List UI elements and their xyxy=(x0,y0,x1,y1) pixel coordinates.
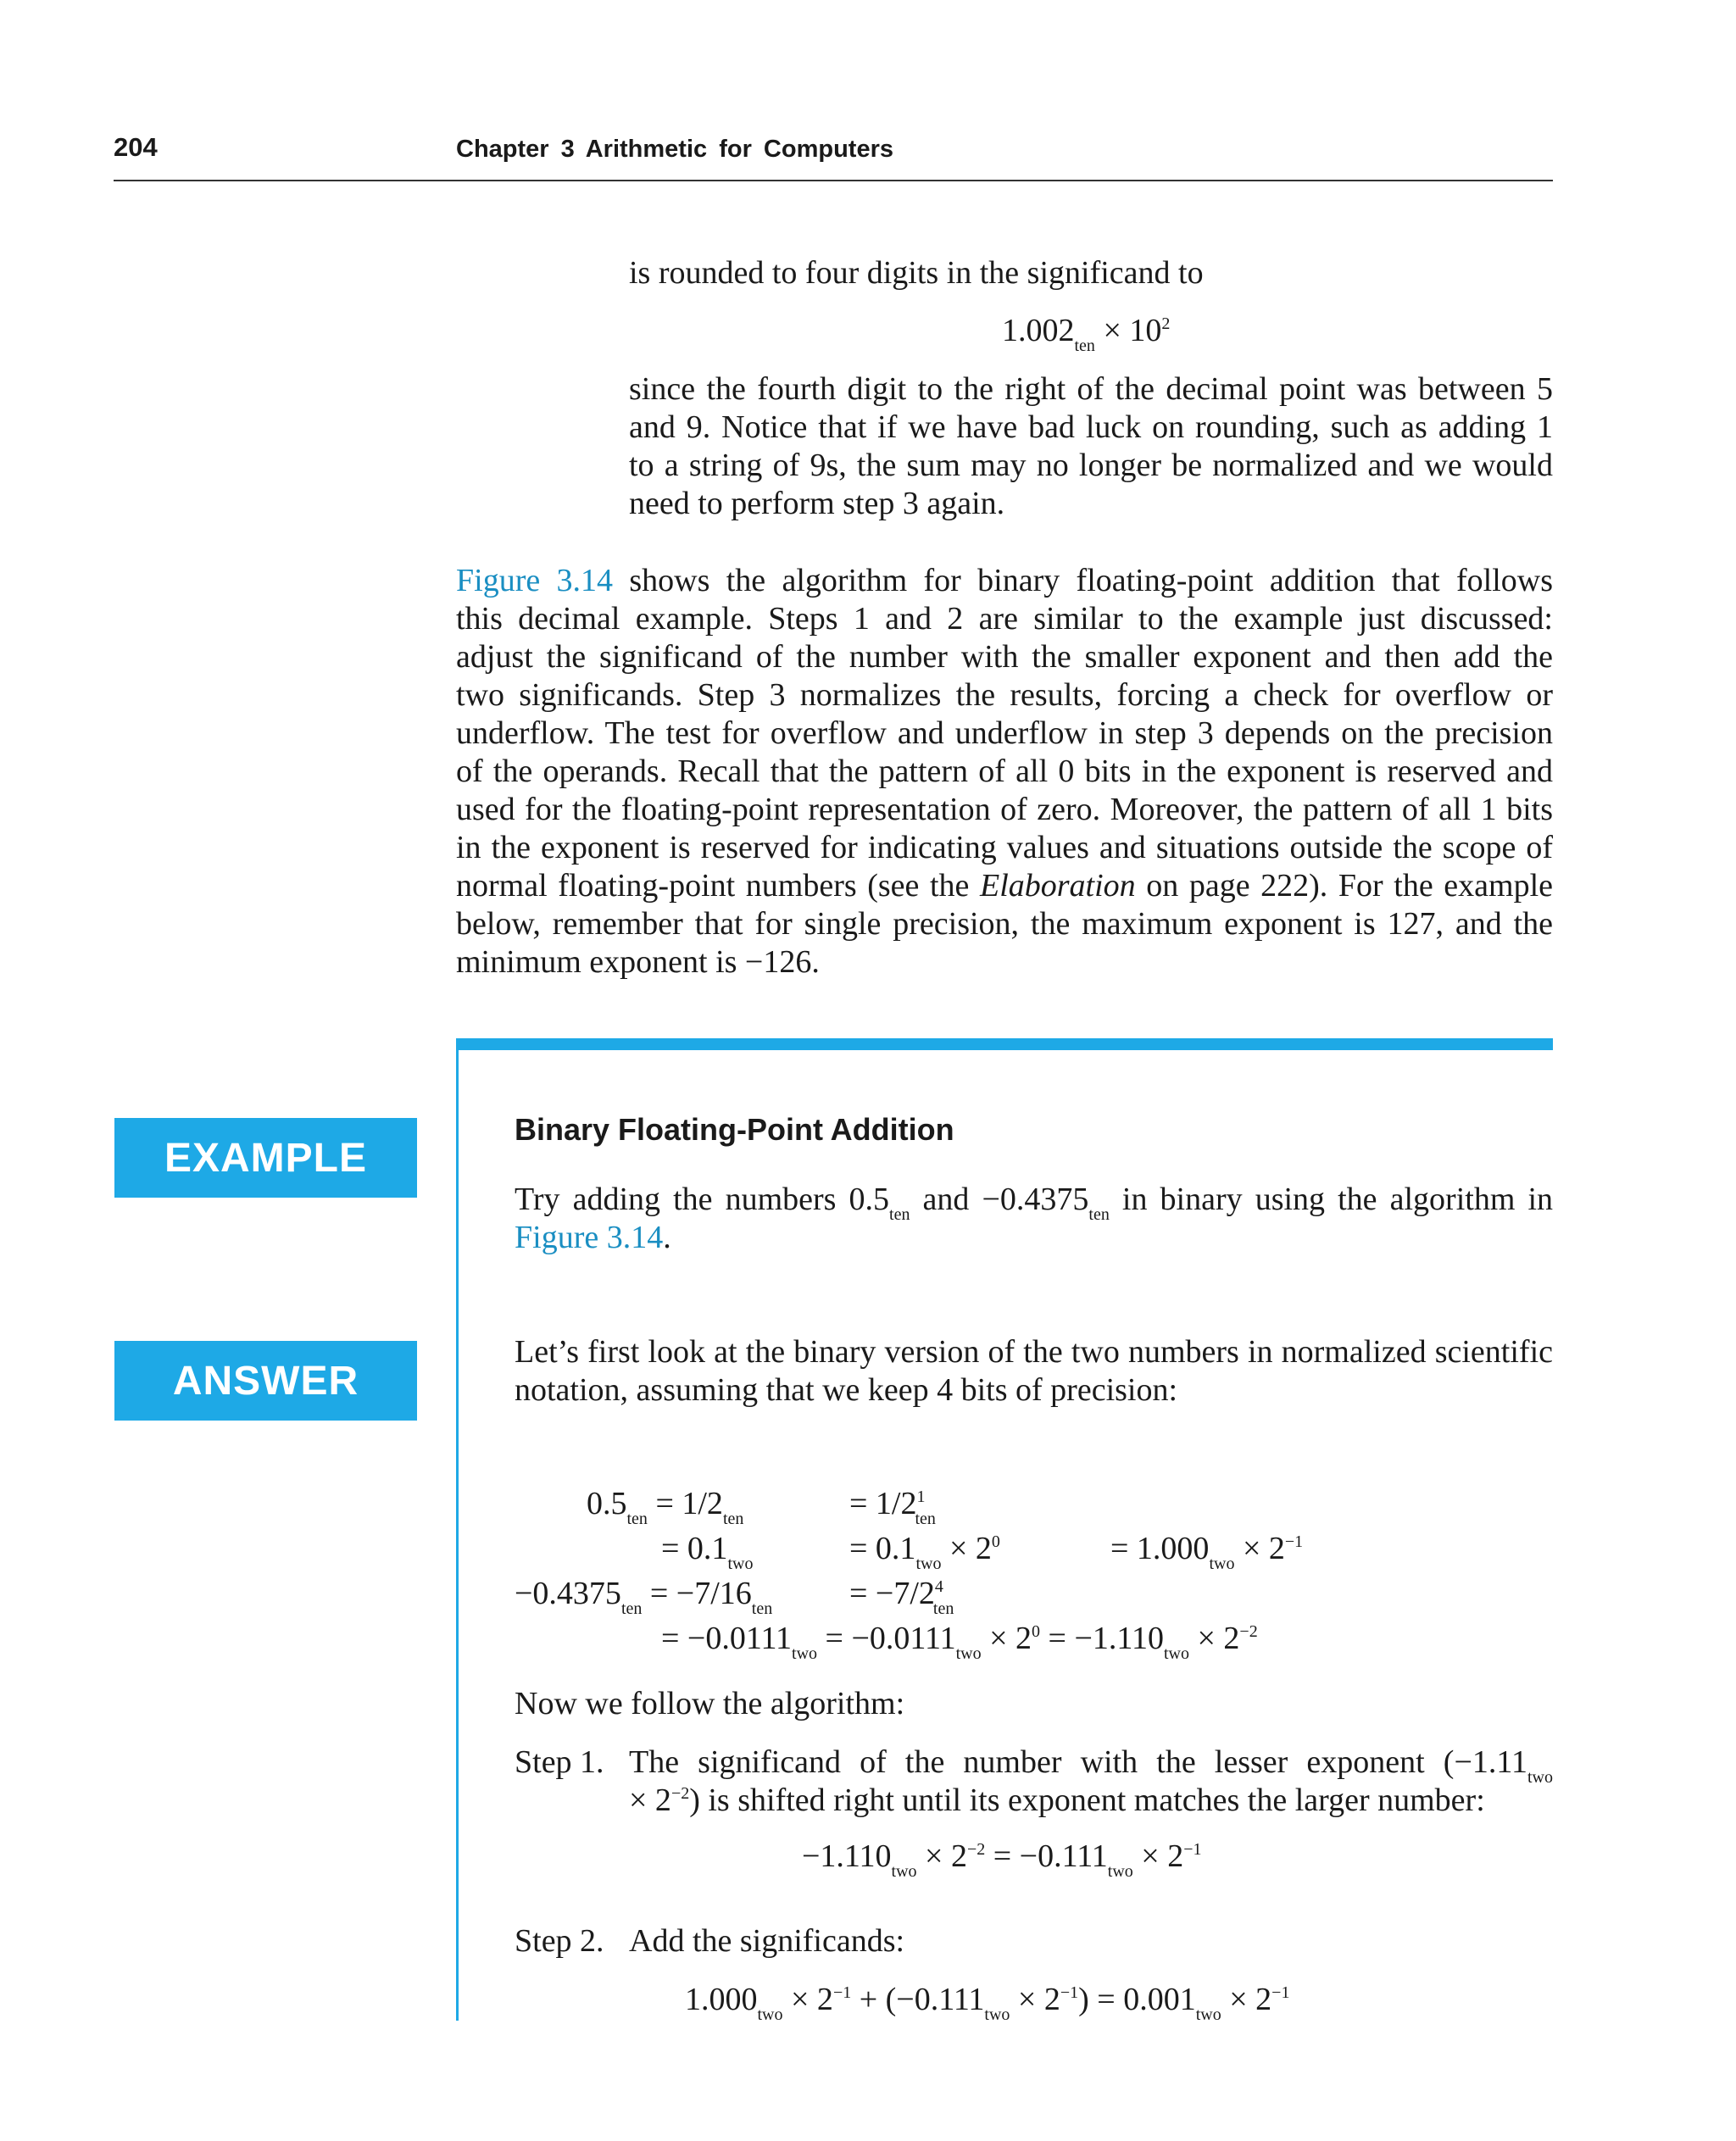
paragraph-line: Figure 3.14. xyxy=(515,1220,671,1255)
example-title: Binary Floating-Point Addition xyxy=(515,1112,954,1147)
paragraph-line: Try adding the numbers $0.5_{ten}$ and $-0.4375_{ten}$ in binary using the algorithm in xyxy=(515,1182,1554,1224)
paragraph-line: since the fourth digit to the right of the decimal point was between 5 xyxy=(629,371,1553,407)
paragraph-line: notation, assuming that we keep 4 bits of precision: xyxy=(515,1372,1178,1408)
equation-term: = $1/2^1_{ten}$ xyxy=(849,1486,936,1528)
equation-term: = $0.1_{two}$ xyxy=(661,1531,754,1573)
paragraph-line: and 9. Notice that if we have bad luck on rounding, such as adding 1 xyxy=(629,409,1553,445)
step1-text xyxy=(629,1743,1553,1820)
step2-text: Add the significands: xyxy=(629,1923,905,1959)
equation-term: $-0.4375_{ten} = -7/16_{ten}$ xyxy=(515,1576,773,1618)
header-rule xyxy=(114,180,1553,181)
example-label: EXAMPLE xyxy=(114,1118,417,1198)
rounded-equation: $1.002_{ten} \times 10^2$ xyxy=(1002,313,1171,355)
paragraph-line: The significand of the number with the lesser exponent ($-1.11_{two}$ xyxy=(629,1744,1553,1787)
equation-term: = $-7/2^4_{ten}$ xyxy=(849,1576,954,1618)
rounding-intro: is rounded to four digits in the significand to xyxy=(629,255,1204,291)
paragraph-line: normal floating-point numbers (see the Elaboration on page 222). For the example xyxy=(456,868,1553,904)
equation-term: = $1.000_{two} \times 2^{-1}$ xyxy=(1110,1531,1304,1573)
paragraph-line: minimum exponent is −126. xyxy=(456,944,820,980)
figure-link[interactable]: Figure 3.14 xyxy=(515,1220,664,1255)
running-header: Chapter 3 Arithmetic for Computers xyxy=(456,136,893,163)
example-question xyxy=(515,1181,1553,1257)
step1-equation: $-1.110_{two} \times 2^{-2} = -0.111_{two} \times 2^{-1}$ xyxy=(802,1838,1202,1881)
equation-term: = $0.1_{two} \times 2^0$ xyxy=(849,1531,1000,1573)
example-side-rule xyxy=(456,1050,459,2021)
paragraph-line: two significands. Step 3 normalizes the results, forcing a check for overflow or xyxy=(456,677,1553,713)
paragraph-line: this decimal example. Steps 1 and 2 are similar to the example just discussed: xyxy=(456,601,1553,637)
equation-term: $0.5_{ten} = 1/2_{ten}$ xyxy=(587,1486,744,1528)
follow-text: Now we follow the algorithm: xyxy=(515,1686,905,1721)
figure-link[interactable]: Figure 3.14 xyxy=(456,563,614,598)
rounding-paragraph xyxy=(629,370,1553,523)
paragraph-line: of the operands. Recall that the pattern of all 0 bits in the exponent is reserved and xyxy=(456,754,1553,789)
step2-equation: $1.000_{two} \times 2^{-1} + (-0.111_{two} \times 2^{-1}) = 0.001_{two} \times 2^{-1}$ xyxy=(685,1982,1290,2024)
paragraph-line: used for the floating-point representation of zero. Moreover, the pattern of all 1 bits xyxy=(456,792,1553,827)
paragraph-line: Figure 3.14 shows the algorithm for binary floating-point addition that follows xyxy=(456,563,1553,598)
paragraph-line: Let’s first look at the binary version of the two numbers in normalized scientific xyxy=(515,1334,1553,1370)
paragraph-line: underflow. The test for overflow and underflow in step 3 depends on the precision xyxy=(456,715,1553,751)
paragraph-line: need to perform step 3 again. xyxy=(629,486,1005,521)
paragraph-line: in the exponent is reserved for indicating values and situations outside the scope of xyxy=(456,830,1553,865)
equation-term: = $-0.0111_{two} = -0.0111_{two} \times 2^0 = -1.110_{two} \times 2^{-2}$ xyxy=(661,1621,1258,1663)
answer-intro xyxy=(515,1333,1553,1410)
answer-label: ANSWER xyxy=(114,1341,417,1421)
page-number: 204 xyxy=(114,132,158,162)
example-top-bar xyxy=(456,1038,1553,1050)
paragraph-line: to a string of 9s, the sum may no longer be normalized and we would xyxy=(629,448,1553,483)
step1-label: Step 1. xyxy=(515,1744,604,1780)
paragraph-line: × $2^{-2}$) is shifted right until its exponent matches the larger number: xyxy=(629,1782,1485,1818)
paragraph-line: adjust the significand of the number with the smaller exponent and then add the xyxy=(456,639,1553,675)
paragraph-line: below, remember that for single precision, the maximum exponent is 127, and the xyxy=(456,906,1553,942)
step2-label: Step 2. xyxy=(515,1923,604,1959)
figure-paragraph xyxy=(456,562,1553,982)
